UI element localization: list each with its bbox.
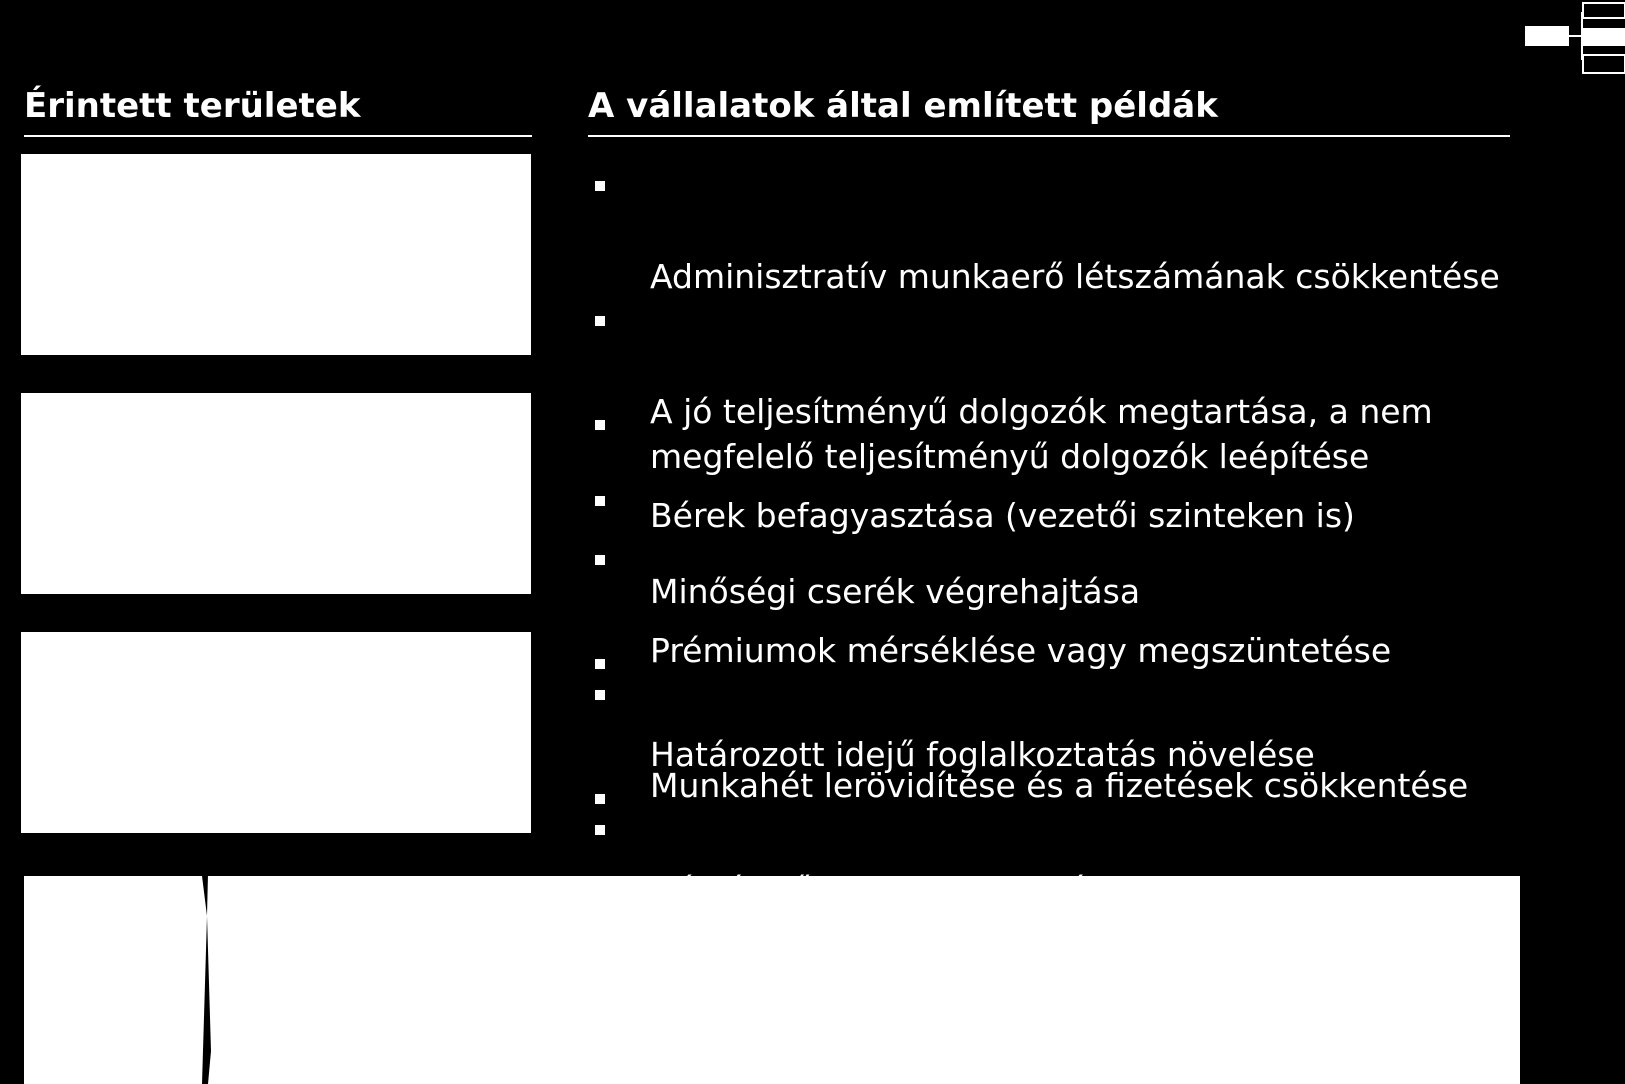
square-bullet-icon <box>595 181 605 191</box>
square-bullet-icon <box>595 555 605 565</box>
list-item <box>588 403 1518 538</box>
org-chart-logo <box>1525 0 1625 80</box>
list-item-text: Munkahét lerövidítése és a fizetések csökkentése <box>650 766 1469 805</box>
list-item <box>588 164 1518 299</box>
examples-header: A vállalatok által említett példák <box>588 86 1218 126</box>
list-item-text: Adminisztratív munkaerő létszámának csökkentése <box>650 257 1500 296</box>
bottom-panel-label-shape <box>24 876 207 1084</box>
areas-header: Érintett területek <box>24 86 361 126</box>
list-item-text: Minőségi cserék végrehajtása <box>650 572 1141 611</box>
org-chart-icon <box>1525 0 1625 80</box>
bottom-summary-panel <box>24 876 1520 1084</box>
list-item <box>588 642 1518 777</box>
area-box-1 <box>21 154 531 355</box>
list-item-text: Prémiumok mérséklése vagy megszüntetése <box>650 631 1392 670</box>
list-item-text: Bérek befagyasztása (vezetői szinteken is) <box>650 496 1355 535</box>
square-bullet-icon <box>595 420 605 430</box>
list-item-text: A jó teljesítményű dolgozók megtartása, a nem megfelelő teljesítményű dolgozók leépítése <box>650 392 1433 476</box>
examples-header-rule <box>588 135 1510 137</box>
areas-header-rule <box>24 135 532 137</box>
bottom-panel-content-shape <box>207 876 1520 1084</box>
square-bullet-icon <box>595 794 605 804</box>
area-box-3 <box>21 632 531 833</box>
square-bullet-icon <box>595 316 605 326</box>
list-item-text: Határozott idejű foglalkoztatás növelése <box>650 735 1315 774</box>
square-bullet-icon <box>595 659 605 669</box>
bottom-panel-shapes <box>24 876 1520 1084</box>
area-box-2 <box>21 393 531 594</box>
